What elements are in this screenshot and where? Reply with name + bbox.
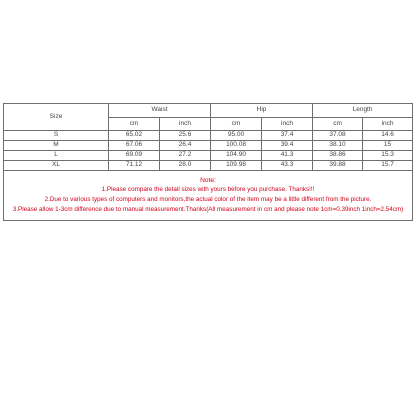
value-cell: 100.08 xyxy=(211,141,262,151)
value-cell: 26.4 xyxy=(160,141,211,151)
value-cell: 39.4 xyxy=(262,141,313,151)
unit-header: inch xyxy=(160,118,211,131)
value-cell: 109.98 xyxy=(211,161,262,171)
table-row xyxy=(4,131,413,141)
value-cell: 28.0 xyxy=(160,161,211,171)
value-cell: 67.06 xyxy=(109,141,160,151)
note-line: 1.Please compare the detail sizes with yours before you purchase. Thanks!!! xyxy=(101,186,315,194)
table-row xyxy=(4,161,413,171)
value-cell: 39.88 xyxy=(313,161,363,171)
value-cell: 37.4 xyxy=(262,131,313,141)
size-chart xyxy=(3,103,412,221)
value-cell: 15.3 xyxy=(363,151,413,161)
size-cell: XL xyxy=(4,161,109,171)
value-cell: 95.00 xyxy=(211,131,262,141)
value-cell: 71.12 xyxy=(109,161,160,171)
value-cell: 14.6 xyxy=(363,131,413,141)
value-cell: 38.10 xyxy=(313,141,363,151)
table-row xyxy=(4,141,413,151)
value-cell: 25.6 xyxy=(160,131,211,141)
value-cell: 27.2 xyxy=(160,151,211,161)
value-cell: 15 xyxy=(363,141,413,151)
value-cell: 38.86 xyxy=(313,151,363,161)
note-line: 3.Please allow 1-3cm difference due to manual measurement.Thanks(All measurement in cm and please note 1cm=0.39inch 1inch=2.54cm) xyxy=(12,206,404,214)
size-header: Size xyxy=(4,104,109,131)
group-header-hip: Hip xyxy=(211,104,313,118)
size-cell: S xyxy=(4,131,109,141)
note-line: 2.Due to various types of computers and monitors,the actual color of the item may be a little different from the picture. xyxy=(44,196,372,204)
table-row xyxy=(4,151,413,161)
value-cell: 65.02 xyxy=(109,131,160,141)
value-cell: 69.09 xyxy=(109,151,160,161)
value-cell: 43.3 xyxy=(262,161,313,171)
note-title: Note: xyxy=(200,176,216,184)
size-cell: L xyxy=(4,151,109,161)
unit-header: inch xyxy=(262,118,313,131)
unit-header: cm xyxy=(211,118,262,131)
value-cell: 37.08 xyxy=(313,131,363,141)
value-cell: 104.90 xyxy=(211,151,262,161)
size-table xyxy=(3,103,413,221)
unit-header: inch xyxy=(363,118,413,131)
unit-header: cm xyxy=(313,118,363,131)
group-header-waist: Waist xyxy=(109,104,211,118)
group-header-length: Length xyxy=(313,104,413,118)
unit-header: cm xyxy=(109,118,160,131)
value-cell: 41.3 xyxy=(262,151,313,161)
value-cell: 15.7 xyxy=(363,161,413,171)
size-cell: M xyxy=(4,141,109,151)
notes-box xyxy=(4,171,413,221)
